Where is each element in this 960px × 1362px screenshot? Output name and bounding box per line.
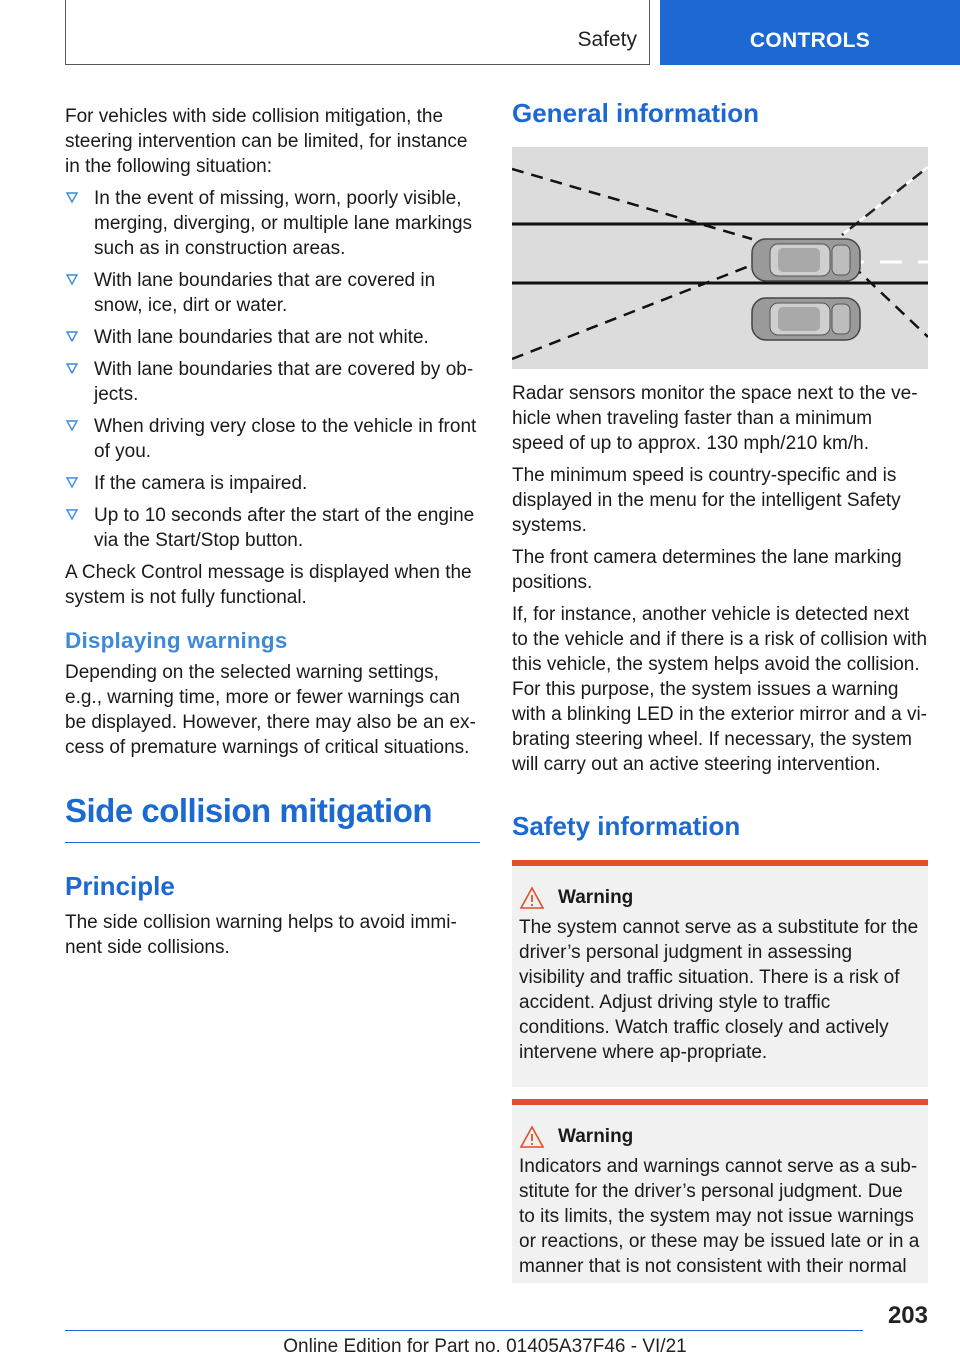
displaying-warnings-heading: Displaying warnings	[65, 628, 288, 653]
triangle-bullet-icon	[65, 188, 79, 208]
general-paragraph-4: If, for instance, another vehicle is detected next to the vehicle and if there is a risk of collision with this vehicle, the system helps avoid the collision. For this purpose, the system issues a warning with a blinking LED in the exterior mirror and a vi-brating steering wheel. If necessary, the system will carry out an active steering intervention.	[512, 604, 928, 775]
list-item: In the event of missing, worn, poorly visible, merging, diverging, or multiple lane markings such as in construction areas.	[65, 186, 480, 261]
triangle-bullet-icon	[65, 416, 79, 436]
left-column	[65, 104, 480, 967]
list-item: Up to 10 seconds after the start of the engine via the Start/Stop button.	[65, 503, 480, 553]
adjacent-car-icon	[752, 298, 860, 340]
triangle-bullet-icon	[65, 327, 79, 347]
triangle-bullet-icon	[65, 270, 79, 290]
header-section-label: Safety	[577, 28, 637, 51]
warning-text: Indicators and warnings cannot serve as a sub-stitute for the driver’s personal judgment. Due to its limits, the system may not issue warnings or reactions, or these may be issued late or in a manner that is not consistent with their normal	[519, 1156, 920, 1277]
warning-triangle-icon	[519, 1125, 545, 1149]
page-number: 203	[887, 1302, 928, 1329]
general-paragraph-3: The front camera determines the lane marking positions.	[512, 547, 902, 593]
intro-paragraph: For vehicles with side collision mitigation, the steering intervention can be limited, for instance in the following situation:	[65, 106, 468, 177]
triangle-bullet-icon	[65, 359, 79, 379]
general-paragraph-1: Radar sensors monitor the space next to the ve-hicle when traveling faster than a minimum speed of up to approx. 130 mph/210 km/h.	[512, 383, 918, 454]
warning-title: Warning	[558, 1126, 634, 1147]
right-column	[512, 98, 928, 1293]
warning-box	[512, 860, 928, 1087]
section-title: Side collision mitigation	[65, 792, 480, 843]
warning-title: Warning	[558, 887, 634, 908]
general-information-heading: General information	[512, 98, 760, 128]
principle-heading: Principle	[65, 871, 175, 901]
displaying-warnings-text: Depending on the selected warning settings, e.g., warning time, more or fewer warnings can be displayed. However, there may also be an ex-cess of premature warnings of critical situations.	[65, 662, 476, 758]
safety-information-heading: Safety information	[512, 811, 741, 841]
ego-car-icon	[752, 239, 860, 281]
radar-coverage-illustration	[512, 147, 928, 369]
list-item: With lane boundaries that are covered in snow, ice, dirt or water.	[65, 268, 480, 318]
triangle-bullet-icon	[65, 505, 79, 525]
header-section-box	[65, 0, 650, 65]
list-item: With lane boundaries that are covered by ob-jects.	[65, 357, 480, 407]
warning-box	[512, 1099, 928, 1283]
warning-triangle-icon	[519, 886, 545, 910]
principle-text: The side collision warning helps to avoid immi-nent side collisions.	[65, 912, 457, 958]
warning-text: The system cannot serve as a substitute for the driver’s personal judgment in assessing visibility and traffic situation. There is a risk of accident. Adjust driving style to traffic conditions. Watch traffic closely and actively intervene where ap-propriate.	[519, 917, 919, 1063]
list-item: If the camera is impaired.	[65, 471, 480, 496]
footer-edition: Online Edition for Part no. 01405A37F46 - VI/21	[283, 1336, 687, 1357]
triangle-bullet-icon	[65, 473, 79, 493]
general-paragraph-2: The minimum speed is country-specific and is displayed in the menu for the intelligent Safety systems.	[512, 465, 901, 536]
list-item: With lane boundaries that are not white.	[65, 325, 480, 350]
header-chapter-tab[interactable]: CONTROLS	[660, 0, 960, 65]
footer-divider	[65, 1330, 863, 1331]
list-item: When driving very close to the vehicle in front of you.	[65, 414, 480, 464]
check-control-paragraph: A Check Control message is displayed when the system is not fully functional.	[65, 562, 472, 608]
limitation-list	[65, 186, 480, 553]
